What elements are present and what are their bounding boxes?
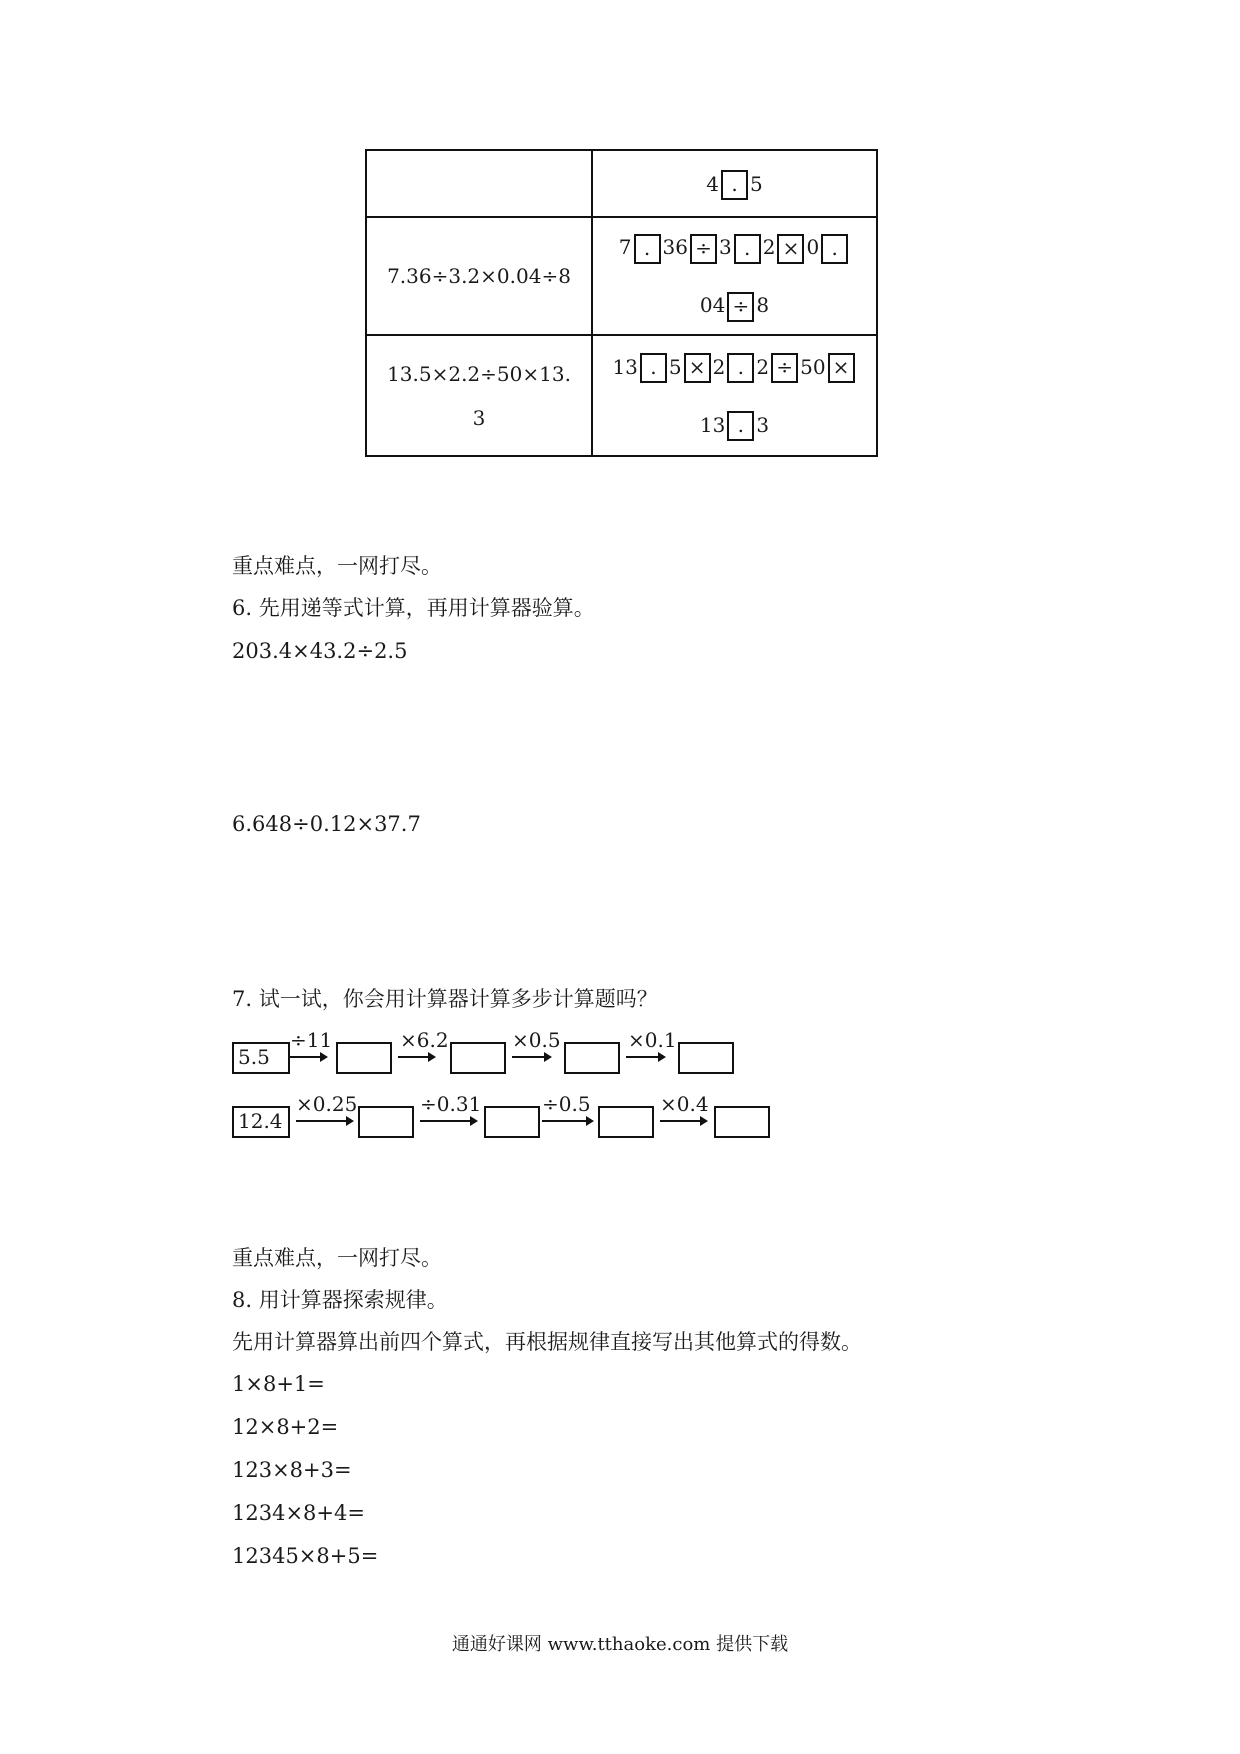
calculator-key-table (365, 149, 878, 457)
digit-text: 8 (756, 293, 770, 317)
digit-text: 0 (806, 235, 820, 259)
digit-text: 2 (712, 354, 726, 379)
chain-operation: ×0.4 (660, 1092, 709, 1116)
digit-text: 13 (699, 412, 726, 437)
calculator-key: . (727, 353, 754, 383)
keys-cell (592, 217, 877, 335)
calculator-key: × (828, 353, 855, 383)
key-sequence-line (601, 396, 868, 454)
arrow-right-icon (420, 1120, 476, 1122)
arrow-right-icon (296, 1120, 352, 1122)
key-sequence-line (601, 218, 868, 276)
calculator-key: ÷ (771, 353, 798, 383)
calculator-key: ÷ (727, 292, 754, 322)
answer-box[interactable] (714, 1106, 770, 1138)
question-8-title: 8. 用计算器探索规律。 (232, 1288, 448, 1312)
digit-text: 7 (618, 235, 632, 259)
answer-box[interactable] (678, 1042, 734, 1074)
calculator-key: × (777, 234, 804, 264)
question-8-intro: 先用计算器算出前四个算式，再根据规律直接写出其他算式的得数。 (232, 1330, 862, 1354)
chain-operation: ÷0.5 (542, 1092, 591, 1116)
key-sequence-line (601, 276, 868, 334)
expression-cell (366, 217, 592, 335)
equation: 12×8+2= (232, 1415, 339, 1439)
digit-text: 3 (718, 235, 732, 259)
digit-text: 2 (762, 235, 776, 259)
key-sequence-line (601, 155, 868, 213)
calculation-chain-2 (232, 1094, 792, 1140)
expression-text: 13.5×2.2÷50×13. (387, 361, 571, 386)
section-heading: 重点难点，一网打尽。 (232, 1246, 442, 1270)
arrow-right-icon (542, 1120, 592, 1122)
question-6-expression-2: 6.648÷0.12×37.7 (232, 812, 421, 836)
digit-text: 36 (662, 235, 688, 259)
key-sequence-line (601, 338, 868, 396)
expression-text: 3 (472, 405, 486, 430)
chain-operation: ÷0.31 (420, 1092, 482, 1116)
calculator-key: . (734, 234, 761, 264)
calculator-key: . (821, 234, 848, 264)
equation: 1×8+1= (232, 1372, 325, 1396)
answer-box[interactable] (450, 1042, 506, 1074)
calculator-key: ÷ (690, 234, 717, 264)
chain-operation: ×6.2 (400, 1028, 449, 1052)
calculator-key: . (640, 353, 667, 383)
equation: 1234×8+4= (232, 1501, 365, 1525)
calculator-key: . (727, 411, 754, 441)
answer-box[interactable] (564, 1042, 620, 1074)
section-heading: 重点难点，一网打尽。 (232, 554, 442, 578)
arrow-right-icon (512, 1056, 550, 1058)
calculator-key: . (721, 170, 748, 200)
arrow-right-icon (660, 1120, 706, 1122)
question-7-title: 7. 试一试，你会用计算器计算多步计算题吗？ (232, 987, 658, 1011)
digit-text: 50 (800, 354, 826, 379)
digit-text: 5 (668, 354, 682, 379)
digit-text: 04 (699, 293, 726, 317)
arrow-right-icon (398, 1056, 434, 1058)
equation: 12345×8+5= (232, 1544, 379, 1568)
answer-box[interactable] (336, 1042, 392, 1074)
question-6-expression-1: 203.4×43.2÷2.5 (232, 639, 408, 663)
chain-operation: ×0.1 (628, 1028, 677, 1052)
digit-text: 3 (756, 412, 770, 437)
digit-text: 4 (706, 171, 719, 196)
question-6-title: 6. 先用递等式计算，再用计算器验算。 (232, 596, 595, 620)
table-row (366, 150, 877, 217)
answer-box[interactable] (358, 1106, 414, 1138)
expression-cell (366, 150, 592, 217)
calculator-key: . (634, 234, 661, 264)
keys-cell (592, 150, 877, 217)
table-row (366, 335, 877, 456)
chain-start-value: 5.5 (232, 1042, 290, 1074)
digit-text: 2 (756, 354, 770, 379)
answer-box[interactable] (484, 1106, 540, 1138)
digit-text: 13 (612, 354, 638, 379)
chain-start-value: 12.4 (232, 1106, 290, 1138)
expression-cell (366, 335, 592, 456)
calculator-key: × (684, 353, 711, 383)
expression-text: 7.36÷3.2×0.04÷8 (387, 264, 571, 288)
chain-operation: ×0.25 (296, 1092, 358, 1116)
digit-text: 5 (750, 171, 763, 196)
equation: 123×8+3= (232, 1458, 352, 1482)
table-row (366, 217, 877, 335)
arrow-right-icon (626, 1056, 664, 1058)
page-footer: 通通好课网 www.tthaoke.com 提供下载 (451, 1634, 789, 1655)
chain-operation: ×0.5 (512, 1028, 561, 1052)
chain-operation: ÷11 (290, 1028, 333, 1052)
arrow-right-icon (288, 1056, 326, 1058)
calculation-chain-1 (232, 1030, 752, 1076)
keys-cell (592, 335, 877, 456)
answer-box[interactable] (598, 1106, 654, 1138)
